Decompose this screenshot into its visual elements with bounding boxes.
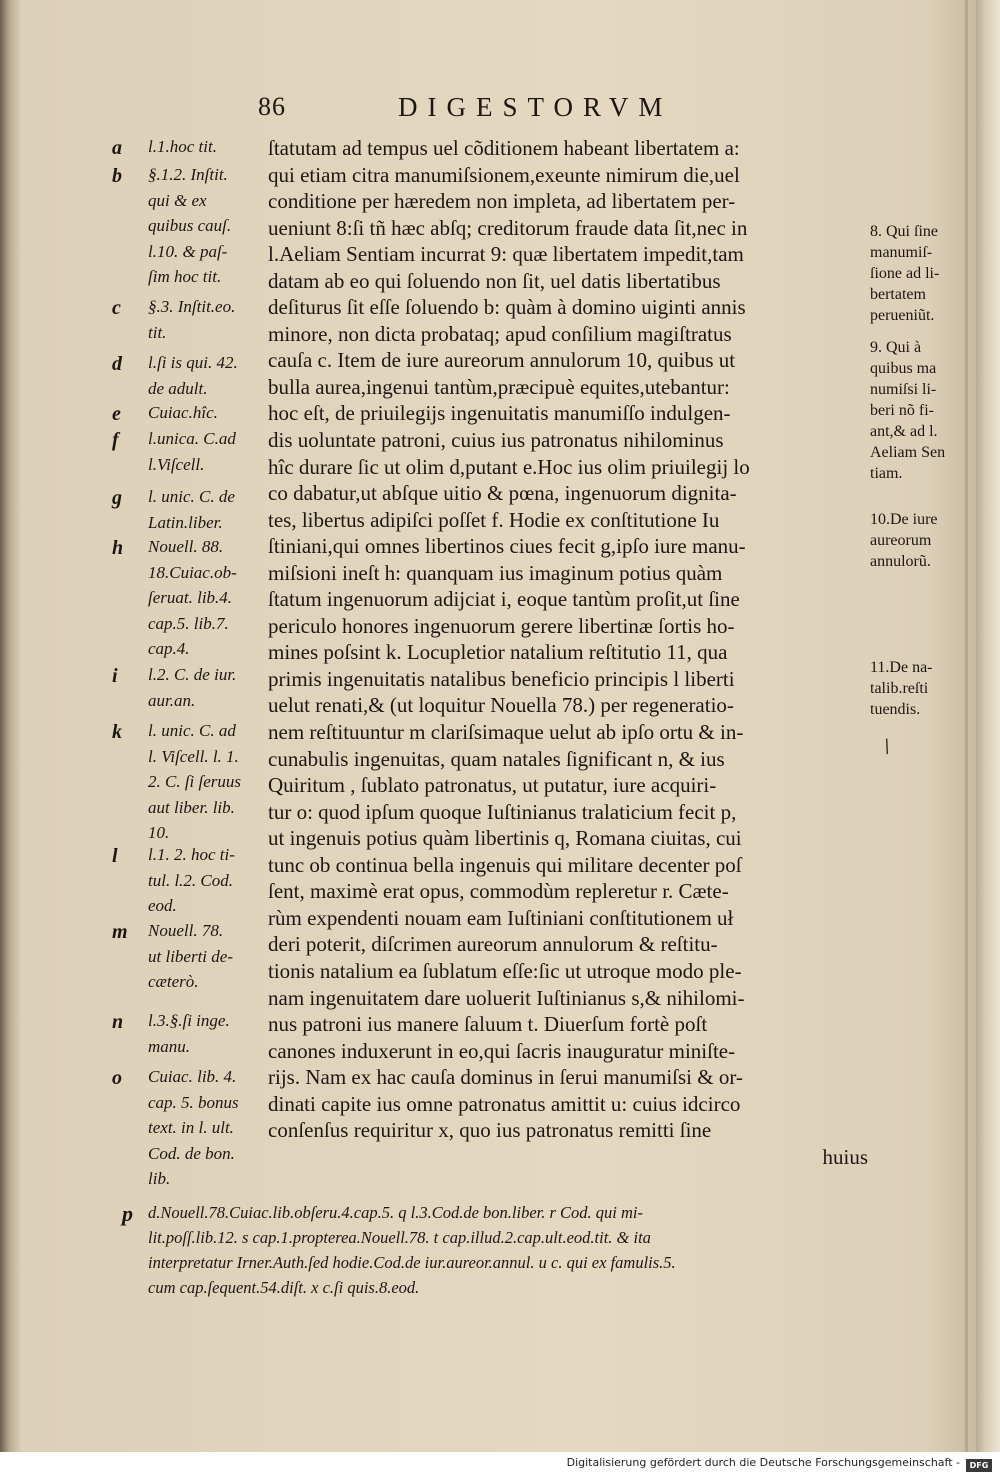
text-line: deri poterit, diſcrimen aureorum annulorum & reſtitu- — [268, 932, 718, 957]
note-line: ut liberti de- — [148, 946, 233, 966]
text-line: huius — [822, 1144, 868, 1169]
note-line: ſeruat. lib.4. — [148, 588, 233, 607]
footnote-key: p — [122, 1201, 133, 1226]
note-line: 10. — [148, 823, 170, 842]
text-line: bulla aurea,ingenui tantùm,præcipuè equites,utebantur: — [268, 374, 730, 399]
note-line: l.3.§.ſi inge. — [148, 1011, 230, 1030]
text-line: rùm expendenti nouam eam Iuſtiniani conſtitutionem uł — [268, 905, 734, 930]
note-line: Cuiac.hîc. — [148, 403, 218, 422]
note-line: l. unic. C. ad — [148, 721, 236, 740]
text-line: nam ingenuitatem dare uoluerit Iuſtinianus s,& nihilomi- — [268, 985, 745, 1010]
footnote-line: interpretatur Irner.Auth.ſed hodie.Cod.de iur.aureor.annul. u c. qui ex famulis.5. — [148, 1253, 676, 1272]
note-key: m — [112, 921, 128, 943]
side-summary-line: bertatem — [870, 286, 926, 303]
note-line: Nouell. 88. — [148, 537, 224, 556]
text-line: canones induxerunt in eo,qui ſacris inauguratur miniſte- — [268, 1038, 736, 1063]
side-summary-line: perueniũt. — [870, 307, 935, 324]
note-line: lib. — [148, 1169, 171, 1188]
note-line: qui & ex — [148, 190, 207, 210]
note-key: o — [112, 1067, 122, 1089]
footnote-line: lit.poſſ.lib.12. s cap.1.propterea.Nouell.78. t cap.illud.2.cap.ult.eod.tit. & ita — [148, 1228, 651, 1247]
note-line: manu. — [148, 1036, 191, 1056]
note-line: 2. C. ſi ſeruus — [148, 772, 242, 791]
text-line: nem reſtituuntur m clariſsimaque uelut ab ipſo ortu & in- — [268, 720, 744, 745]
text-line: primis ingenuitatis natalibus beneficio principis l liberti — [268, 666, 735, 691]
note-key: l — [112, 845, 118, 867]
footnote-line: cum cap.ſequent.54.diſt. x c.ſi quis.8.eod. — [148, 1278, 420, 1297]
text-line: ut ingenuis potius quàm libertinis q, Romana ciuitas, cui — [268, 826, 742, 851]
note-line: de adult. — [148, 378, 208, 398]
side-summary-line: ant,& ad l. — [870, 423, 938, 440]
text-line: co dabatur,ut abſque uitio & pœna, ingenuorum dignita- — [268, 481, 737, 506]
page-fold-shadow — [965, 0, 968, 1452]
side-summary-line: numiſsi li- — [870, 381, 937, 398]
note-line: l.unica. C.ad — [148, 429, 236, 448]
text-line: dinati capite ius omne patronatus amittit u: cuius idcirco — [268, 1091, 741, 1116]
text-line: miſsioni ineſt h: quanquam ius imaginum potius quàm — [268, 560, 723, 585]
side-summary-line: 10.De iure — [870, 511, 938, 528]
text-line: l.Aeliam Sentiam incurrat 9: quæ libertatem impedit,tam — [268, 242, 744, 267]
note-line: quibus cauſ. — [148, 216, 232, 235]
note-line: l.10. & paſ- — [148, 241, 228, 261]
text-line: dis uoluntate patroni, cuius ius patronatus nihilominus — [268, 428, 724, 453]
note-key: i — [112, 665, 118, 687]
note-line: §.3. Inſtit.eo. — [148, 297, 236, 316]
text-line: qui etiam citra manumiſsionem,exeunte nimirum die,uel — [268, 162, 740, 187]
side-summary-line: quibus ma — [870, 360, 937, 377]
footer-bar — [0, 1452, 1000, 1480]
note-key: h — [112, 537, 124, 559]
note-key: d — [112, 353, 122, 375]
note-key: a — [112, 137, 122, 159]
side-summary-line: tuendis. — [870, 701, 921, 718]
running-head: DIGESTORVM — [398, 92, 673, 122]
text-line: tur o: quod ipſum quoque Iuſtinianus tralaticium fecit p, — [268, 799, 737, 824]
note-line: Cod. de bon. — [148, 1143, 235, 1163]
side-summary-line: 9. Qui à — [870, 339, 922, 356]
side-summary-line: tiam. — [870, 465, 903, 482]
text-line: ueniunt 8:ſi tñ hæc abſq; creditorum fraude data ſit,nec in — [268, 215, 748, 240]
side-summary-line: aureorum — [870, 532, 932, 549]
text-line: hoc eſt, de priuilegijs ingenuitatis manumiſſo indulgen- — [268, 401, 731, 426]
main-text-column — [268, 135, 868, 1170]
note-key: c — [112, 297, 121, 319]
note-line: ſim hoc tit. — [148, 267, 222, 286]
side-summary-line: talib.reſti — [870, 680, 929, 697]
note-line: Cuiac. lib. 4. — [148, 1067, 237, 1086]
note-line: tit. — [148, 322, 167, 342]
note-line: eod. — [148, 896, 177, 915]
text-line: deſiturus ſit eſſe ſoluendo b: quàm à domino uiginti annis — [268, 295, 746, 320]
text-line: conſenſus requiritur x, quo ius patronatus remitti ſine — [268, 1118, 712, 1143]
note-line: Nouell. 78. — [148, 921, 224, 940]
page-edge — [976, 0, 1000, 1452]
footer-credit: Digitalisierung gefördert durch die Deutsche Forschungsgemeinschaft - — [566, 1456, 960, 1469]
note-line: 18.Cuiac.ob- — [148, 562, 237, 582]
text-line: mines poſsint k. Locupletior natalium reſtitutio 11, qua — [268, 640, 728, 665]
folio-number: 86 — [258, 92, 286, 121]
note-key: b — [112, 165, 122, 187]
page-header — [0, 92, 976, 132]
text-line: ſtiniani,qui omnes libertinos ciues fecit g,ipſo iure manu- — [268, 534, 746, 559]
text-line: tunc ob continua bella ingenuis qui militare decenter poſ — [268, 852, 742, 877]
note-line: l.Viſcell. — [148, 454, 205, 474]
note-key: g — [112, 487, 122, 509]
note-line: cæterò. — [148, 972, 199, 991]
note-line: cap. 5. bonus — [148, 1092, 239, 1112]
note-line: l.2. C. de iur. — [148, 665, 237, 684]
note-line: l.ſi is qui. 42. — [148, 353, 238, 372]
note-key: k — [112, 721, 122, 743]
note-line: l.1.hoc tit. — [148, 137, 217, 156]
text-line: uelut renati,& (ut loquitur Nouella 78.) per regeneratio- — [268, 693, 734, 718]
pencil-mark: / — [880, 735, 894, 758]
text-line: periculo honores ingenuorum gerere libertinæ ſortis ho- — [268, 613, 735, 638]
note-line: cap.5. lib.7. — [148, 613, 229, 633]
side-summary-line: ſione ad li- — [870, 265, 940, 282]
note-line: §.1.2. Inſtit. — [148, 165, 228, 184]
side-summary-line: manumiſ- — [870, 244, 933, 261]
text-line: conditione per hæredem non impleta, ad libertatem per- — [268, 189, 736, 214]
note-line: aur.an. — [148, 690, 196, 710]
side-summary-line: 8. Qui ſine — [870, 223, 938, 240]
note-line: l. unic. C. de — [148, 487, 235, 506]
side-summary-line: Aeliam Sen — [870, 444, 946, 461]
text-line: cauſa c. Item de iure aureorum annulorum 10, quibus ut — [268, 348, 736, 373]
side-summary-line: 11.De na- — [870, 659, 933, 676]
text-line: rijs. Nam ex hac cauſa dominus in ſerui manumiſsi & or- — [268, 1065, 743, 1090]
text-line: Quiritum , ſublato patronatus, ut putatur, iure acquiri- — [268, 773, 717, 798]
text-line: datam ab eo qui ſoluendo non ſit, uel datis libertatibus — [268, 268, 721, 293]
note-line: text. in l. ult. — [148, 1118, 234, 1137]
note-line: l. Viſcell. l. 1. — [148, 746, 239, 766]
note-line: aut liber. lib. — [148, 797, 235, 817]
text-line: tionis natalium ea ſublatum eſſe:ſic ut utroque modo ple- — [268, 958, 742, 983]
note-line: tul. l.2. Cod. — [148, 870, 234, 890]
text-line: ſtatum ingenuorum adijciat i, eoque tantùm proſit,ut ſine — [268, 587, 740, 612]
text-line: ſent, maximè erat opus, commodùm repleretur r. Cæte- — [268, 879, 729, 904]
note-line: l.1. 2. hoc ti- — [148, 845, 235, 864]
text-line: hîc durare ſic ut olim d,putant e.Hoc ius olim priuilegij lo — [268, 454, 750, 479]
footnote-line: d.Nouell.78.Cuiac.lib.obſeru.4.cap.5. q l.3.Cod.de bon.liber. r Cod. qui mi- — [148, 1203, 643, 1222]
text-line: cunabulis ingenuitas, quam natales ſignificant n, & ius — [268, 746, 725, 771]
note-key: n — [112, 1011, 124, 1033]
text-line: minore, non dicta probataq; apud conſilium magiſtratus — [268, 321, 732, 346]
note-line: cap.4. — [148, 639, 190, 658]
side-summary-line: annulorũ. — [870, 553, 931, 570]
note-key: e — [112, 403, 121, 425]
note-line: Latin.liber. — [148, 512, 223, 532]
dfg-logo: DFG — [966, 1459, 992, 1472]
text-line: ſtatutam ad tempus uel cõditionem habeant libertatem a: — [268, 136, 740, 160]
note-key: f — [112, 429, 119, 451]
text-line: tes, libertus adipiſci poſſet f. Hodie ex conſtitutione Iu — [268, 507, 720, 532]
side-summary-line: beri nõ fi- — [870, 402, 934, 419]
text-line: nus patroni ius manere ſaluum t. Diuerſum fortè poſt — [268, 1012, 708, 1037]
